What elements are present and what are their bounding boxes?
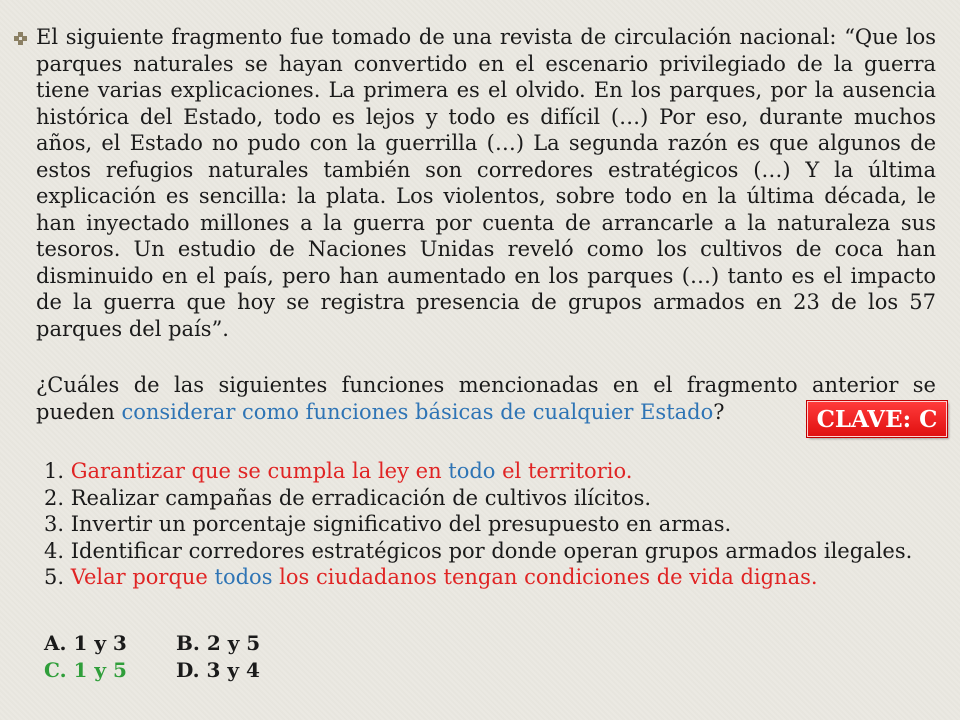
option-text: Garantizar que se cumpla la ley en <box>70 459 449 483</box>
answer-choices <box>44 630 260 684</box>
answer-row-1 <box>44 630 260 657</box>
clave-badge: CLAVE: C <box>807 401 947 437</box>
four-square-bullet-icon <box>14 32 26 44</box>
option-number: 5. <box>44 565 71 589</box>
option-number: 1. <box>44 459 71 483</box>
option-number: 3. <box>44 512 71 536</box>
option-item-1 <box>44 458 944 485</box>
question-text <box>36 372 936 425</box>
answer-b: B. 2 y 5 <box>176 631 261 655</box>
question-highlight: considerar como funciones básicas de cualquier Estado <box>121 399 714 424</box>
option-item-4 <box>44 538 944 565</box>
question-part-1: ¿Cuáles de las siguientes funciones mencionadas en el fragmento anterior se pueden <box>36 373 936 424</box>
options-list <box>44 458 944 591</box>
answer-c: C. 1 y 5 <box>44 658 127 682</box>
option-item-2 <box>44 485 944 512</box>
answer-a: A. 1 y 3 <box>44 631 127 655</box>
option-text: los ciudadanos tengan condiciones de vida dignas. <box>272 565 818 589</box>
option-number: 4. <box>44 538 71 563</box>
option-text: todos <box>214 565 273 589</box>
option-text: el territorio. <box>495 459 633 483</box>
option-text: Velar porque <box>70 565 215 589</box>
passage-text: El siguiente fragmento fue tomado de una revista de circulación nacional: “Que los parques naturales se hayan convertido en el escenario privilegiado de la guerra tiene varias explicaciones. La primera es el olvido. En los parques, por la ausencia histórica del Estado, todo es lejos y todo es difícil (…) Por eso, durante muchos años, el Estado no pudo con la guerrilla (…) La segunda razón es que algunos de estos refugios naturales también son corredores estratégicos (…) Y la última explicación es sencilla: la plata. Los violentos, sobre todo en la última década, le han inyectado millones a la guerra por cuenta de arrancarle a la naturaleza sus tesoros. Un estudio de Naciones Unidas reveló como los cultivos de coca han disminuido en el país, pero han aumentado en los parques (…) tanto es el impacto de la guerra que hoy se registra presencia de grupos armados en 23 de los 57 parques del país”. <box>36 25 936 341</box>
question-part-3: ? <box>713 399 725 424</box>
option-item-5 <box>44 564 944 591</box>
option-number: 2. <box>44 485 71 510</box>
answer-row-2 <box>44 657 260 684</box>
option-text: todo <box>448 459 496 483</box>
option-text: Invertir un porcentaje significativo del presupuesto en armas. <box>70 512 732 536</box>
answer-d: D. 3 y 4 <box>176 658 260 682</box>
option-text: Realizar campañas de erradicación de cultivos ilícitos. <box>70 485 652 510</box>
option-text: Identificar corredores estratégicos por donde operan grupos armados ilegales. <box>70 538 913 563</box>
option-item-3 <box>44 511 944 538</box>
